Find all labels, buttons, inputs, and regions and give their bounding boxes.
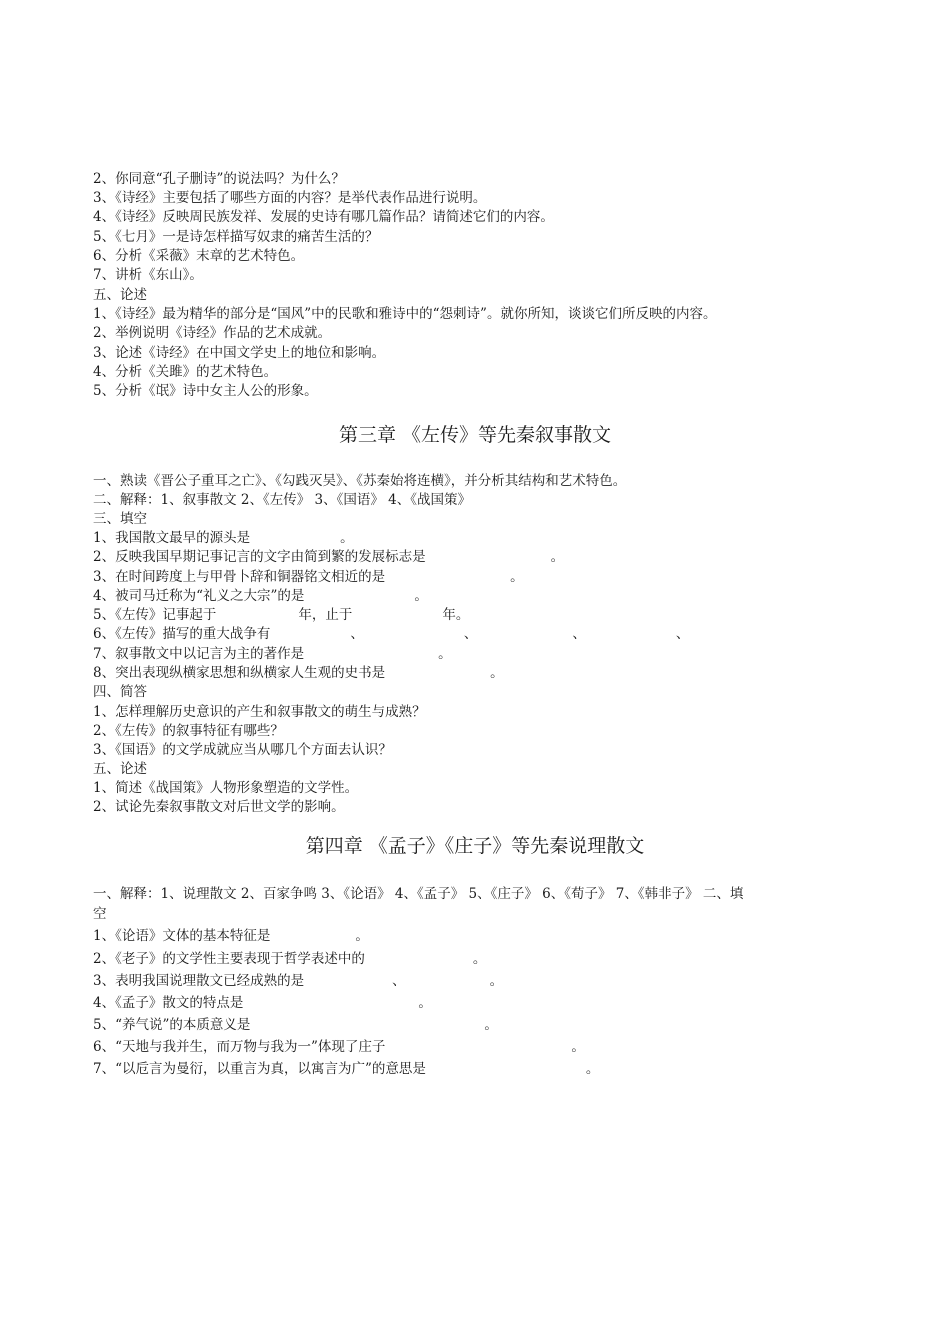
- question-line: 4、《诗经》反映周民族发祥、发展的史诗有哪几篇作品？请简述它们的内容。: [93, 209, 554, 225]
- question-line: 5、分析《氓》诗中女主人公的形象。: [93, 383, 318, 399]
- blank-prompt: 1、我国散文最早的源头是: [93, 530, 251, 546]
- chapter-title: 第三章 《左传》等先秦叙事散文: [338, 424, 612, 446]
- fill-blank-line: [93, 548, 564, 567]
- question-line: 4、分析《关雎》的艺术特色。: [93, 364, 278, 380]
- fill-blank-line: [93, 994, 432, 1013]
- fill-blank-line: [93, 664, 504, 683]
- blank-end: 。: [472, 951, 487, 967]
- blank-prompt: 7、“以卮言为曼衍，以重言为真，以寓言为广”的意思是: [93, 1061, 426, 1077]
- blank-end: 。: [490, 665, 504, 681]
- blank-prompt: 8、突出表现纵横家思想和纵横家人生观的史书是: [93, 665, 386, 681]
- section-heading: 五、论述: [93, 761, 147, 777]
- question-line: 空: [93, 906, 107, 922]
- blank-sep: 、: [572, 626, 586, 642]
- blank-end: 。: [340, 530, 354, 546]
- blank-prompt: 2、《老子》的文学性主要表现于哲学表述中的: [93, 951, 365, 967]
- question-line: 一、解释：1、说理散文 2、百家争鸣 3、《论语》 4、《孟子》 5、《庄子》 6、《荀子》 7、《韩非子》 二、填: [93, 886, 744, 902]
- blank-prompt: 6、“天地与我并生，而万物与我为一”体现了庄子: [93, 1039, 386, 1055]
- section-heading: 五、论述: [93, 287, 147, 303]
- blank-end: 。: [438, 646, 452, 662]
- blank-end: 。: [484, 1017, 498, 1033]
- question-line: 5、《七月》一是诗怎样描写奴隶的痛苦生活的？: [93, 229, 379, 245]
- blank-prompt: 3、表明我国说理散文已经成熟的是: [93, 973, 305, 989]
- blank-text: 年，止于: [298, 607, 353, 623]
- fill-blank-line: [93, 587, 428, 606]
- fill-blank-line: [93, 927, 369, 946]
- blank-end: 。: [510, 569, 524, 585]
- fill-blank-line: [93, 625, 689, 644]
- blank-prompt: 1、《论语》文体的基本特征是: [93, 928, 271, 944]
- blank-sep: 、: [392, 973, 406, 989]
- fill-blank-line: [93, 529, 354, 548]
- blank-prompt: 4、被司马迁称为“礼义之大宗”的是: [93, 588, 305, 604]
- blank-end: 年。: [442, 607, 470, 623]
- blank-prompt: 2、反映我国早期记事记言的文字由简到繁的发展标志是: [93, 549, 426, 565]
- section-heading: 四、简答: [93, 684, 147, 700]
- fill-blank-line: [93, 972, 503, 991]
- fill-blank-line: [93, 950, 486, 969]
- fill-blank-line: [93, 606, 469, 625]
- blank-prompt: 6、《左传》描写的重大战争有: [93, 626, 271, 642]
- blank-end: 。: [571, 1039, 585, 1055]
- fill-blank-line: [93, 1060, 599, 1079]
- blank-end: 。: [414, 588, 428, 604]
- question-line: 1、《诗经》最为精华的部分是“国风”中的民歌和雅诗中的“怨刺诗”。就你所知，谈谈它们所反映的内容。: [93, 306, 717, 322]
- blank-prompt: 3、在时间跨度上与甲骨卜辞和铜器铭文相近的是: [93, 569, 386, 585]
- question-line: 2、试论先秦叙事散文对后世文学的影响。: [93, 799, 345, 815]
- question-line: 2、你同意“孔子删诗”的说法吗？为什么？: [93, 171, 345, 187]
- question-line: 一、熟读《晋公子重耳之亡》、《勾践灭吴》、《苏秦始将连横》，并分析其结构和艺术特色。: [93, 473, 627, 489]
- blank-end: 。: [418, 995, 432, 1011]
- blank-prompt: 4、《孟子》散文的特点是: [93, 995, 244, 1011]
- question-line: 6、分析《采薇》末章的艺术特色。: [93, 248, 305, 264]
- question-line: 3、《诗经》主要包括了哪些方面的内容？是举代表作品进行说明。: [93, 190, 487, 206]
- fill-blank-line: [93, 568, 524, 587]
- blank-sep: 、: [350, 626, 364, 642]
- blank-prompt: 5、“养气说”的本质意义是: [93, 1017, 251, 1033]
- blank-sep: 、: [463, 626, 478, 642]
- section-heading: 三、填空: [93, 511, 147, 527]
- blank-end: 。: [489, 973, 504, 989]
- blank-end: 。: [550, 549, 565, 565]
- question-line: 2、《左传》的叙事特征有哪些？: [93, 723, 284, 739]
- question-line: 1、简述《战国策》人物形象塑造的文学性。: [93, 780, 359, 796]
- question-line: 1、怎样理解历史意识的产生和叙事散文的萌生与成熟？: [93, 704, 426, 720]
- fill-blank-line: [93, 645, 452, 664]
- question-line: 3、《国语》的文学成就应当从哪几个方面去认识？: [93, 742, 392, 758]
- question-line: 7、讲析《东山》。: [93, 267, 203, 283]
- blank-sep: 、: [675, 626, 690, 642]
- blank-prompt: 7、叙事散文中以记言为主的著作是: [93, 646, 305, 662]
- question-line: 2、举例说明《诗经》作品的艺术成就。: [93, 325, 332, 341]
- question-line: 二、解释：1、叙事散文 2、《左传》 3、《国语》 4、《战国策》: [93, 492, 471, 508]
- blank-end: 。: [355, 928, 369, 944]
- fill-blank-line: [93, 1038, 585, 1057]
- fill-blank-line: [93, 1016, 498, 1035]
- blank-end: 。: [585, 1061, 600, 1077]
- chapter-title: 第四章 《孟子》《庄子》等先秦说理散文: [305, 835, 645, 857]
- question-line: 3、论述《诗经》在中国文学史上的地位和影响。: [93, 345, 386, 361]
- blank-prompt: 5、《左传》记事起于: [93, 607, 217, 623]
